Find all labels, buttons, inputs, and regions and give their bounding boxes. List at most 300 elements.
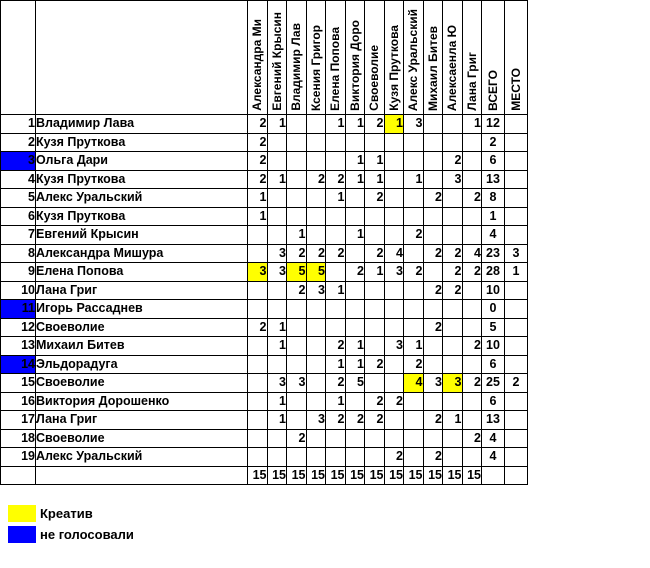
vote-cell: 1: [345, 170, 365, 189]
vote-cell: [384, 281, 404, 300]
vote-cell: 2: [306, 244, 326, 263]
vote-cell: [345, 244, 365, 263]
vote-cell: 2: [248, 133, 268, 152]
vote-cell: [462, 411, 482, 430]
vote-cell: [326, 263, 346, 282]
vote-cell: [384, 170, 404, 189]
vote-cell: [462, 355, 482, 374]
vote-cell: [267, 448, 287, 467]
vote-cell: 1: [365, 170, 385, 189]
vote-cell: [365, 207, 385, 226]
vote-cell: [404, 281, 424, 300]
column-header: [306, 1, 326, 115]
column-header-label: Своеволие: [367, 45, 382, 111]
legend-swatch: [8, 526, 36, 543]
vote-cell: 3: [384, 263, 404, 282]
column-total: 15: [267, 466, 287, 485]
totals-num-blank: [1, 466, 36, 485]
row-number: 14: [1, 355, 36, 374]
column-header-label: Владимир Лав: [289, 23, 304, 111]
total-cell: 3: [505, 244, 528, 263]
column-header: [443, 1, 463, 115]
table-row: [1, 226, 528, 245]
vote-cell: 1: [248, 189, 268, 208]
total-cell: [505, 411, 528, 430]
vote-cell: [423, 300, 443, 319]
vote-cell: [248, 374, 268, 393]
totals-row: [1, 466, 528, 485]
total-cell: 25: [482, 374, 505, 393]
vote-cell: [443, 337, 463, 356]
vote-cell: [384, 374, 404, 393]
total-cell: [505, 429, 528, 448]
column-header-label: ВСЕГО: [486, 70, 500, 111]
table-row: [1, 170, 528, 189]
total-cell: 6: [482, 152, 505, 171]
vote-cell: 1: [326, 115, 346, 134]
total-cell: 4: [482, 448, 505, 467]
vote-cell: [287, 300, 307, 319]
row-name: Кузя Пруткова: [36, 207, 248, 226]
vote-cell: 2: [326, 374, 346, 393]
column-header-label: Виктория Доро: [347, 20, 362, 111]
column-header-label: Михаил Битев: [425, 26, 440, 111]
total-cell: 8: [482, 189, 505, 208]
column-header-label: Ксения Григор: [308, 24, 323, 111]
vote-cell: 3: [267, 244, 287, 263]
vote-cell: 2: [365, 115, 385, 134]
vote-cell: 2: [462, 429, 482, 448]
vote-cell: [306, 429, 326, 448]
vote-cell: [384, 189, 404, 208]
vote-cell: [326, 318, 346, 337]
total-cell: [505, 355, 528, 374]
total-cell: [505, 392, 528, 411]
vote-cell: [443, 429, 463, 448]
vote-cell: [462, 133, 482, 152]
vote-cell: 1: [345, 226, 365, 245]
vote-cell: [423, 115, 443, 134]
vote-cell: [345, 207, 365, 226]
vote-cell: [306, 337, 326, 356]
vote-cell: 2: [326, 411, 346, 430]
vote-cell: [267, 355, 287, 374]
vote-cell: [248, 355, 268, 374]
total-cell: 6: [482, 392, 505, 411]
column-header: [462, 1, 482, 115]
vote-cell: [345, 281, 365, 300]
vote-cell: 3: [423, 374, 443, 393]
column-header: [384, 1, 404, 115]
vote-cell: [462, 226, 482, 245]
vote-cell: 3: [306, 281, 326, 300]
vote-cell: [248, 411, 268, 430]
row-number: 6: [1, 207, 36, 226]
vote-cell: 3: [248, 263, 268, 282]
row-number: 11: [1, 300, 36, 319]
vote-cell: [267, 281, 287, 300]
vote-cell: [345, 133, 365, 152]
vote-cell: [287, 392, 307, 411]
vote-cell: [345, 392, 365, 411]
vote-cell: [306, 318, 326, 337]
vote-cell: 2: [443, 281, 463, 300]
vote-cell: [365, 300, 385, 319]
vote-cell: [287, 337, 307, 356]
column-total: 15: [287, 466, 307, 485]
vote-cell: [462, 207, 482, 226]
vote-cell: 2: [365, 355, 385, 374]
vote-cell: [326, 207, 346, 226]
total-cell: 23: [482, 244, 505, 263]
vote-cell: 2: [345, 263, 365, 282]
total-cell: 28: [482, 263, 505, 282]
row-name: Своеволие: [36, 429, 248, 448]
vote-cell: 2: [248, 115, 268, 134]
column-header-label: Елена Попова: [328, 27, 343, 111]
vote-cell: [384, 207, 404, 226]
vote-cell: 1: [326, 281, 346, 300]
vote-cell: [287, 318, 307, 337]
column-header-label: Кузя Пруткова: [386, 25, 401, 111]
table-row: [1, 281, 528, 300]
vote-cell: 3: [404, 115, 424, 134]
column-header: [248, 1, 268, 115]
vote-cell: 1: [345, 115, 365, 134]
row-number: 13: [1, 337, 36, 356]
vote-cell: [306, 207, 326, 226]
vote-cell: [248, 448, 268, 467]
vote-cell: [443, 392, 463, 411]
vote-cell: 1: [384, 115, 404, 134]
vote-cell: 2: [462, 189, 482, 208]
row-number: 8: [1, 244, 36, 263]
vote-cell: [462, 318, 482, 337]
total-cell: [505, 300, 528, 319]
total-cell: [505, 207, 528, 226]
row-number: 5: [1, 189, 36, 208]
vote-cell: 3: [443, 374, 463, 393]
vote-cell: 2: [423, 244, 443, 263]
vote-cell: [384, 226, 404, 245]
vote-cell: [404, 318, 424, 337]
totals-name-blank: [36, 466, 248, 485]
total-cell: 2: [505, 374, 528, 393]
vote-cell: 2: [365, 392, 385, 411]
vote-cell: 1: [267, 170, 287, 189]
vote-cell: [306, 133, 326, 152]
vote-cell: [404, 133, 424, 152]
vote-cell: 2: [326, 244, 346, 263]
vote-cell: 2: [287, 281, 307, 300]
vote-cell: [404, 207, 424, 226]
vote-cell: 2: [306, 170, 326, 189]
vote-cell: [345, 448, 365, 467]
table-row: [1, 300, 528, 319]
vote-cell: [306, 392, 326, 411]
vote-cell: [365, 374, 385, 393]
vote-cell: 2: [326, 337, 346, 356]
column-header-label: Евгений Крысин: [269, 12, 284, 111]
row-name: Кузя Пруткова: [36, 170, 248, 189]
vote-cell: [287, 411, 307, 430]
total-cell: 4: [482, 226, 505, 245]
row-name: Владимир Лава: [36, 115, 248, 134]
vote-cell: 2: [404, 355, 424, 374]
vote-cell: [404, 300, 424, 319]
column-header: [365, 1, 385, 115]
vote-cell: [384, 411, 404, 430]
vote-cell: [404, 448, 424, 467]
row-number: 12: [1, 318, 36, 337]
vote-cell: 3: [287, 374, 307, 393]
vote-cell: [248, 226, 268, 245]
table-row: [1, 392, 528, 411]
row-name: Своеволие: [36, 318, 248, 337]
column-header: [505, 1, 528, 115]
table-row: [1, 411, 528, 430]
vote-cell: [365, 337, 385, 356]
column-header: [404, 1, 424, 115]
row-name: Игорь Рассаднев: [36, 300, 248, 319]
table-row: [1, 374, 528, 393]
vote-cell: [306, 226, 326, 245]
total-cell: [505, 170, 528, 189]
total-cell: 5: [482, 318, 505, 337]
vote-cell: 1: [404, 337, 424, 356]
vote-cell: [462, 392, 482, 411]
vote-cell: [306, 448, 326, 467]
row-number: 18: [1, 429, 36, 448]
vote-cell: [423, 170, 443, 189]
vote-cell: 2: [248, 170, 268, 189]
vote-cell: 2: [462, 263, 482, 282]
vote-cell: 2: [404, 263, 424, 282]
vote-cell: 1: [345, 152, 365, 171]
vote-cell: [287, 448, 307, 467]
row-number: 2: [1, 133, 36, 152]
column-total: 15: [306, 466, 326, 485]
vote-cell: 2: [287, 244, 307, 263]
column-header-label: Алекс Уральский: [406, 8, 421, 111]
vote-cell: [248, 300, 268, 319]
vote-cell: 1: [365, 152, 385, 171]
vote-cell: [365, 226, 385, 245]
vote-cell: [443, 133, 463, 152]
vote-cell: [404, 429, 424, 448]
vote-cell: [423, 337, 443, 356]
row-number: 16: [1, 392, 36, 411]
vote-cell: 2: [384, 392, 404, 411]
table-row: [1, 115, 528, 134]
row-name: Виктория Дорошенко: [36, 392, 248, 411]
vote-cell: [306, 115, 326, 134]
row-name: Александра Мишура: [36, 244, 248, 263]
row-name: Ольга Дари: [36, 152, 248, 171]
vote-cell: [423, 133, 443, 152]
vote-cell: [306, 374, 326, 393]
vote-cell: [423, 152, 443, 171]
column-header-label: МЕСТО: [509, 68, 523, 111]
vote-cell: [443, 300, 463, 319]
row-number: 1: [1, 115, 36, 134]
vote-cell: 2: [443, 263, 463, 282]
vote-cell: [287, 133, 307, 152]
vote-cell: 1: [267, 411, 287, 430]
vote-cell: [248, 244, 268, 263]
row-name: Михаил Битев: [36, 337, 248, 356]
vote-cell: [365, 133, 385, 152]
vote-cell: 1: [345, 337, 365, 356]
vote-cell: [462, 170, 482, 189]
vote-cell: [443, 355, 463, 374]
vote-cell: [384, 300, 404, 319]
vote-cell: [326, 429, 346, 448]
row-number: 10: [1, 281, 36, 300]
vote-cell: [404, 152, 424, 171]
vote-cell: [384, 318, 404, 337]
column-total: 15: [326, 466, 346, 485]
vote-cell: [267, 429, 287, 448]
vote-cell: 1: [326, 189, 346, 208]
vote-cell: [326, 300, 346, 319]
row-number: 3: [1, 152, 36, 171]
vote-cell: 3: [267, 263, 287, 282]
vote-cell: 2: [423, 411, 443, 430]
column-total: 15: [462, 466, 482, 485]
vote-cell: [462, 448, 482, 467]
row-number: 19: [1, 448, 36, 467]
column-total: 15: [365, 466, 385, 485]
vote-cell: 3: [267, 374, 287, 393]
vote-cell: [287, 189, 307, 208]
column-header: [287, 1, 307, 115]
table-row: [1, 133, 528, 152]
vote-cell: [443, 448, 463, 467]
vote-cell: 1: [326, 355, 346, 374]
column-total: 15: [384, 466, 404, 485]
vote-cell: [365, 429, 385, 448]
total-cell: 1: [505, 263, 528, 282]
vote-cell: 4: [384, 244, 404, 263]
vote-cell: 1: [248, 207, 268, 226]
vote-cell: 2: [248, 152, 268, 171]
vote-cell: [423, 429, 443, 448]
vote-cell: [267, 189, 287, 208]
total-cell: 2: [482, 133, 505, 152]
column-header: [345, 1, 365, 115]
vote-cell: 1: [287, 226, 307, 245]
vote-cell: 1: [267, 115, 287, 134]
column-total: 15: [248, 466, 268, 485]
vote-cell: 1: [267, 318, 287, 337]
row-name: Лана Григ: [36, 411, 248, 430]
header-row: [1, 1, 528, 115]
row-name: Лана Григ: [36, 281, 248, 300]
total-cell: 1: [482, 207, 505, 226]
vote-cell: 2: [384, 448, 404, 467]
vote-cell: [423, 392, 443, 411]
vote-cell: [365, 318, 385, 337]
row-name: Своеволие: [36, 374, 248, 393]
vote-cell: 3: [384, 337, 404, 356]
table-row: [1, 263, 528, 282]
vote-cell: [404, 411, 424, 430]
column-total: 15: [423, 466, 443, 485]
vote-cell: [404, 244, 424, 263]
vote-cell: [248, 281, 268, 300]
column-total: [505, 466, 528, 485]
vote-cell: [384, 355, 404, 374]
total-cell: [505, 337, 528, 356]
vote-cell: [404, 392, 424, 411]
vote-cell: [267, 300, 287, 319]
vote-cell: [326, 226, 346, 245]
column-header: [326, 1, 346, 115]
vote-cell: [267, 133, 287, 152]
vote-cell: 1: [345, 355, 365, 374]
vote-cell: [462, 281, 482, 300]
vote-cell: [287, 115, 307, 134]
column-total: [482, 466, 505, 485]
row-name: Алекс Уральский: [36, 189, 248, 208]
vote-cell: [365, 448, 385, 467]
vote-cell: [443, 318, 463, 337]
row-number: 7: [1, 226, 36, 245]
table-row: [1, 318, 528, 337]
vote-cell: 2: [423, 448, 443, 467]
header-num-corner: [1, 1, 36, 115]
vote-cell: 2: [443, 244, 463, 263]
vote-cell: [345, 300, 365, 319]
total-cell: [505, 448, 528, 467]
legend-label: не голосовали: [40, 527, 134, 542]
table-row: [1, 429, 528, 448]
vote-cell: [306, 189, 326, 208]
vote-cell: [462, 152, 482, 171]
column-header: [423, 1, 443, 115]
vote-cell: [423, 263, 443, 282]
table-row: [1, 189, 528, 208]
table-row: [1, 448, 528, 467]
vote-cell: 2: [248, 318, 268, 337]
row-name: Кузя Пруткова: [36, 133, 248, 152]
row-number: 15: [1, 374, 36, 393]
table-row: [1, 244, 528, 263]
total-cell: 0: [482, 300, 505, 319]
row-number: 4: [1, 170, 36, 189]
vote-cell: 2: [287, 429, 307, 448]
row-name: Евгений Крысин: [36, 226, 248, 245]
vote-cell: 2: [326, 170, 346, 189]
vote-cell: 5: [306, 263, 326, 282]
vote-cell: 3: [443, 170, 463, 189]
vote-cell: [287, 355, 307, 374]
vote-cell: [267, 226, 287, 245]
vote-cell: [326, 133, 346, 152]
total-cell: 13: [482, 170, 505, 189]
vote-cell: [306, 152, 326, 171]
vote-cell: [326, 152, 346, 171]
vote-cell: [248, 392, 268, 411]
row-number: 9: [1, 263, 36, 282]
vote-cell: 2: [423, 189, 443, 208]
vote-cell: 1: [462, 115, 482, 134]
total-cell: [505, 189, 528, 208]
legend-label: Креатив: [40, 506, 93, 521]
table-row: [1, 152, 528, 171]
column-total: 15: [404, 466, 424, 485]
